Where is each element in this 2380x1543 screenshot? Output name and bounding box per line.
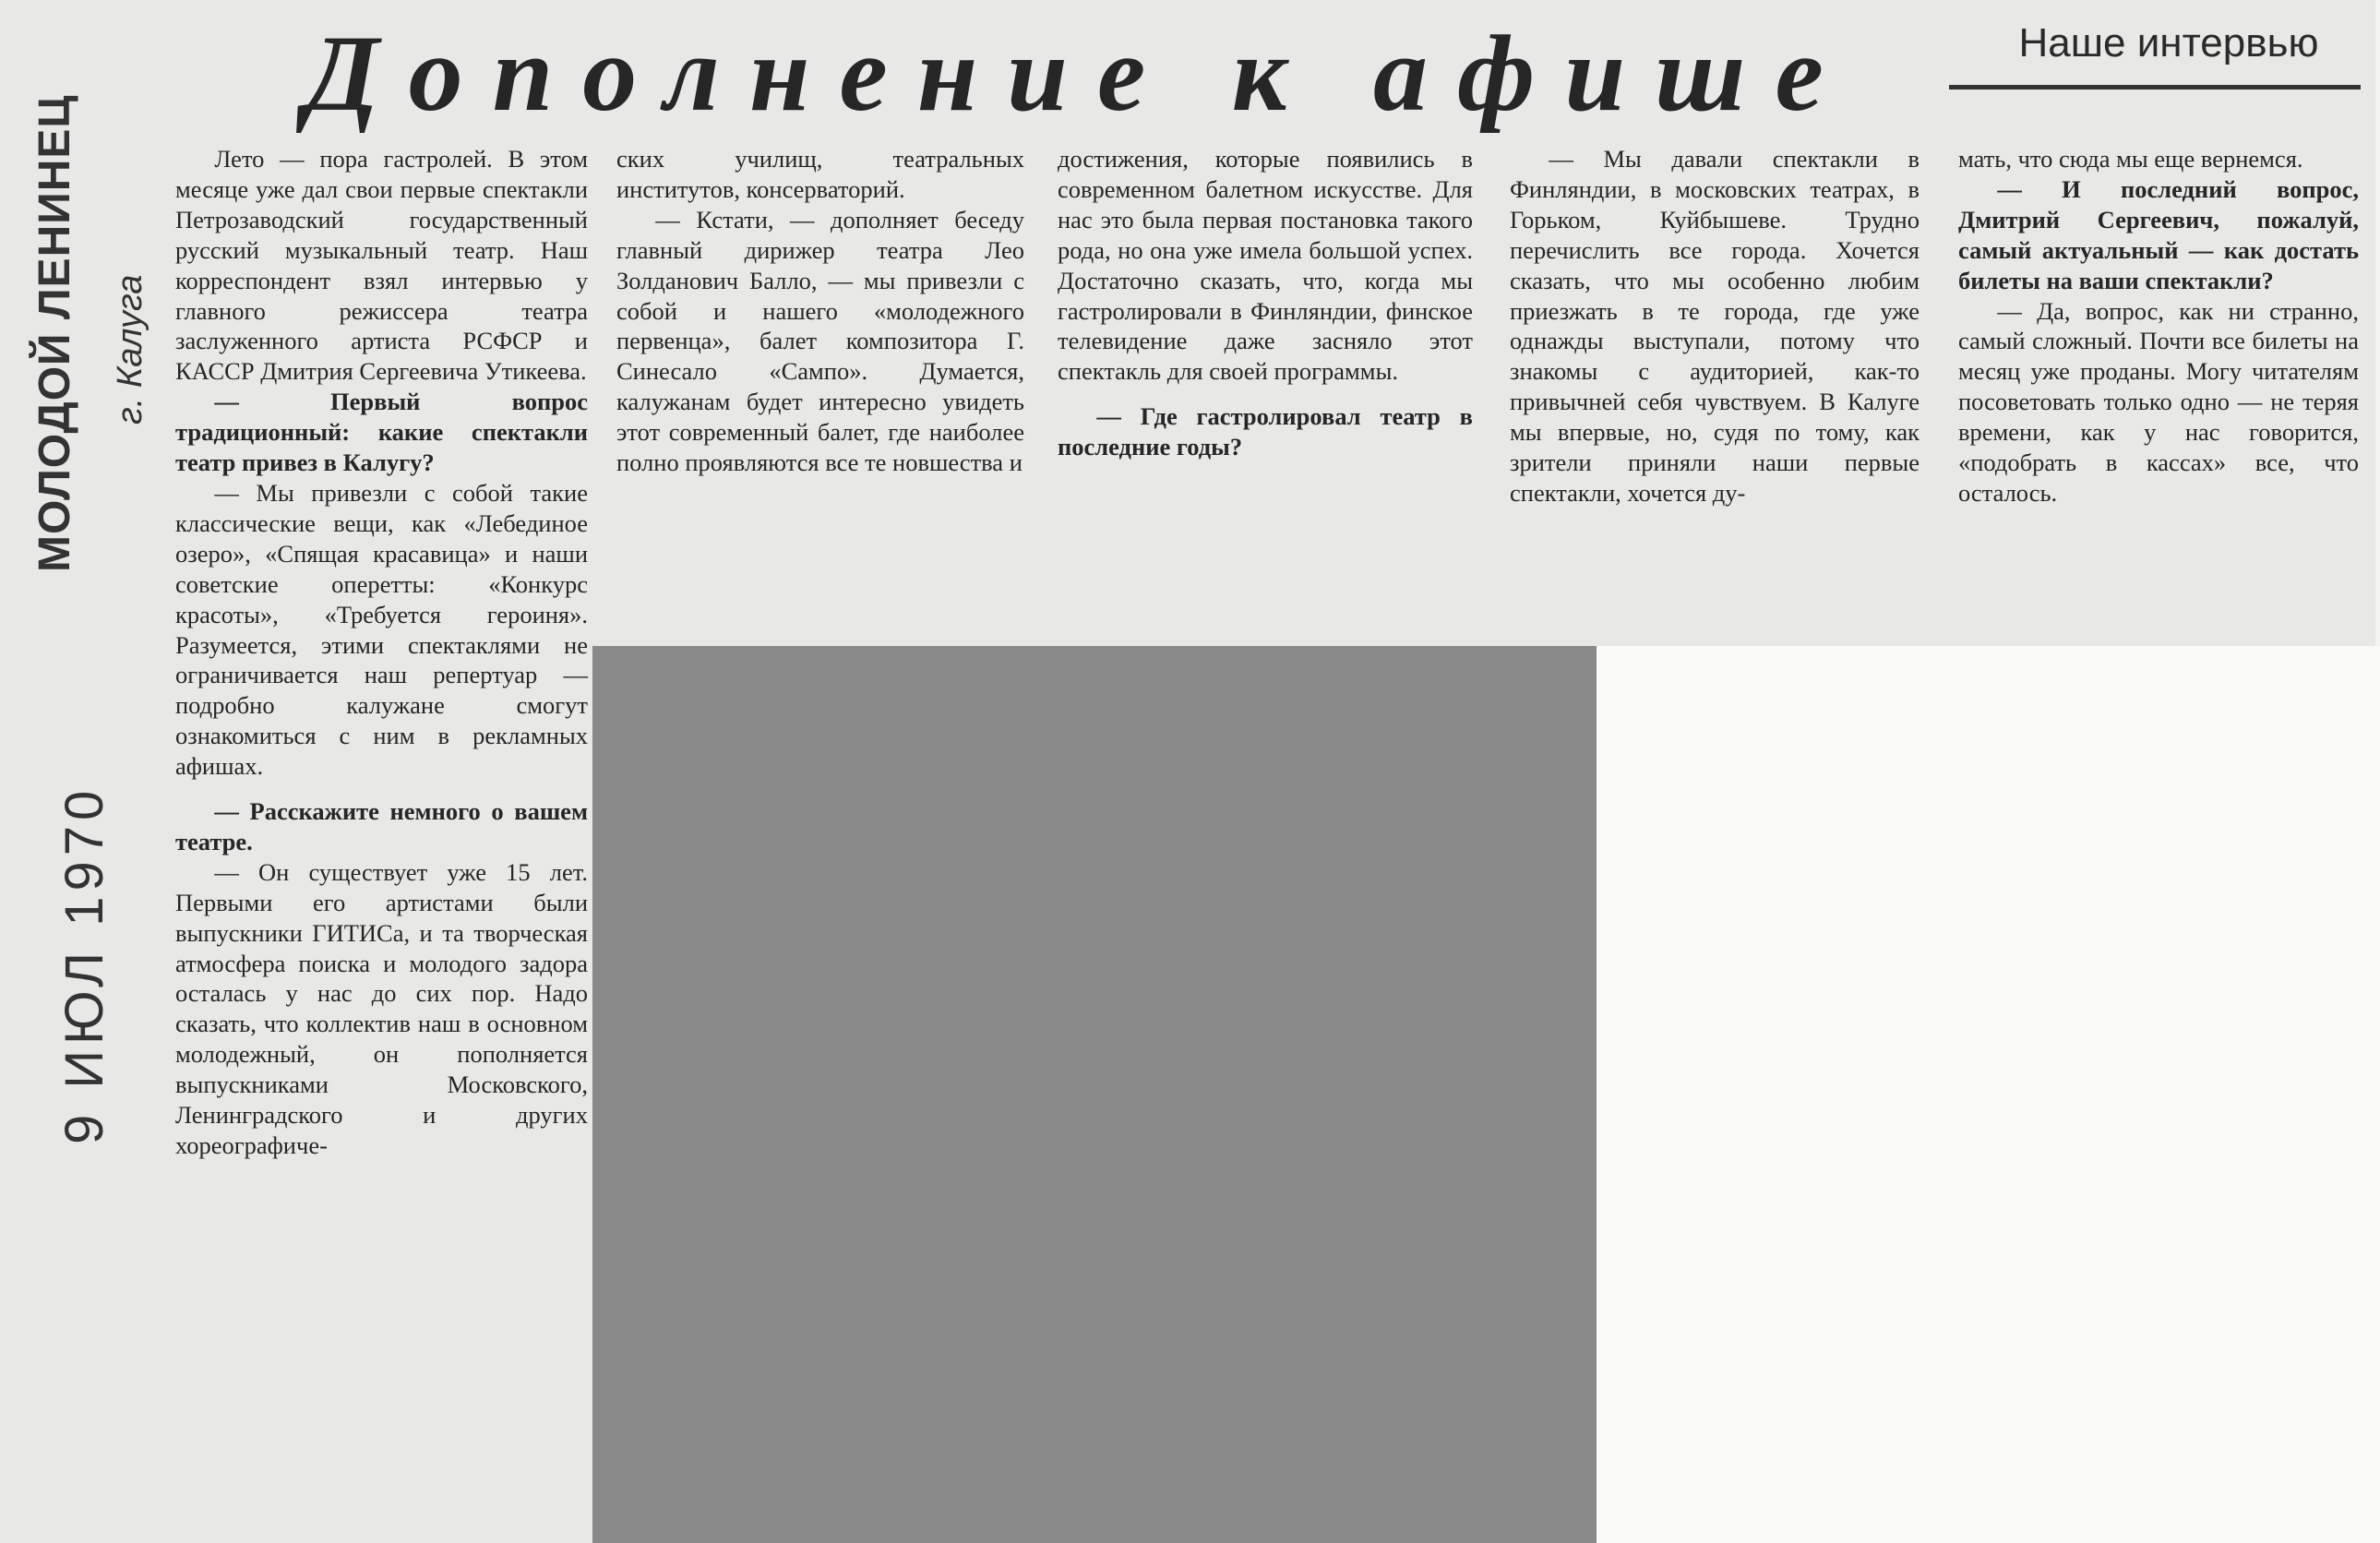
article-paragraph: — Да, вопрос, как ни странно, самый сложный. Почти все билеты на месяц уже проданы. Могу читателям посоветовать только одно — не теряя времени, как у нас говорится, «подобрать в кассах» все, что осталось. xyxy=(1958,296,2359,507)
interview-question: — Первый вопрос традиционный: какие спектакли театр привез в Калугу? xyxy=(175,388,588,477)
rubric-underline xyxy=(1949,85,2361,90)
article-column-3 xyxy=(1058,144,1473,462)
newspaper-name-stamp: МОЛОДОЙ ЛЕНИНЕЦ xyxy=(30,94,79,572)
interview-question: — Расскажите немного о вашем театре. xyxy=(175,797,588,855)
blank-paper-area xyxy=(1597,646,2380,1543)
interview-question: — И последний вопрос, Дмитрий Сергеевич, пожалуй, самый актуальный — как достать билеты на ваши спектакли? xyxy=(1958,174,2359,294)
article-headline: Дополнение к афише xyxy=(305,13,1853,134)
rubric-label: Наше интервью xyxy=(2018,20,2319,66)
interview-question: — Где гастролировал театр в последние годы? xyxy=(1058,402,1473,461)
article-paragraph: Лето — пора гастролей. В этом месяце уже дал свои первые спектакли Петрозаводский государственный русский музыкальный театр. Наш корреспондент взял интервью у главного режиссера театра заслуженного артиста РСФСР и КАССР Дмитрия Сергеевича Утикеева. xyxy=(175,145,588,386)
article-paragraph: — Мы давали спектакли в Финляндии, в московских театрах, в Горьком, Куйбышеве. Трудно перечислить все города. Хочется сказать, что мы особенно любим приезжать в те города, где уже однажды выступали, потому что знакомы с аудиторией, как-то привычней себя чувствуем. В Калуге мы впервые, но, судя по тому, как зрители приняли наши первые спектакли, хочется ду- xyxy=(1510,145,1920,507)
date-handwritten-note: 9 ИЮЛ 1970 xyxy=(54,784,114,1144)
article-paragraph: — Кстати, — дополняет беседу главный дирижер театра Лео Золданович Балло, — мы привезли с собой и нашего «молодежного первенца», балет композитора Г. Синесало «Сампо». Думается, калужанам будет интересно увидеть этот современный балет, где наиболее полно проявляются все те новшества и xyxy=(616,205,1024,477)
article-paragraph: — Мы привезли с собой такие классические вещи, как «Лебединое озеро», «Спящая красавица» и наши советские оперетты: «Конкурс красоты», «Требуется героиня». Разумеется, этими спектаклями не ограничивается наш репертуар — подробно калужане смогут ознакомиться с ним в рекламных афишах. xyxy=(175,478,588,781)
article-paragraph: ских училищ, театральных институтов, консерваторий. xyxy=(616,145,1024,203)
city-handwritten-note: г. Калуга xyxy=(111,274,149,425)
article-column-4 xyxy=(1510,144,1920,508)
article-paragraph: мать, что сюда мы еще вернемся. xyxy=(1958,145,2303,173)
article-paragraph: — Он существует уже 15 лет. Первыми его артистами были выпускники ГИТИСа, и та творческая атмосфера поиска и молодого задора осталась у нас до сих пор. Надо сказать, что коллектив наш в основном молодежный, он пополняется выпускниками Московского, Ленинградского и других хореографиче- xyxy=(175,857,588,1159)
gray-backing-panel xyxy=(592,646,1597,1543)
article-column-1 xyxy=(175,144,588,1161)
article-column-2 xyxy=(616,144,1024,478)
article-paragraph: достижения, которые появились в современном балетном искусстве. Для нас это была первая постановка такого рода, но она уже имела большой успех. Достаточно сказать, что, когда мы гастролировали в Финляндии, финское телевидение даже засняло этот спектакль для своей программы. xyxy=(1058,145,1473,386)
article-column-5 xyxy=(1958,144,2359,508)
